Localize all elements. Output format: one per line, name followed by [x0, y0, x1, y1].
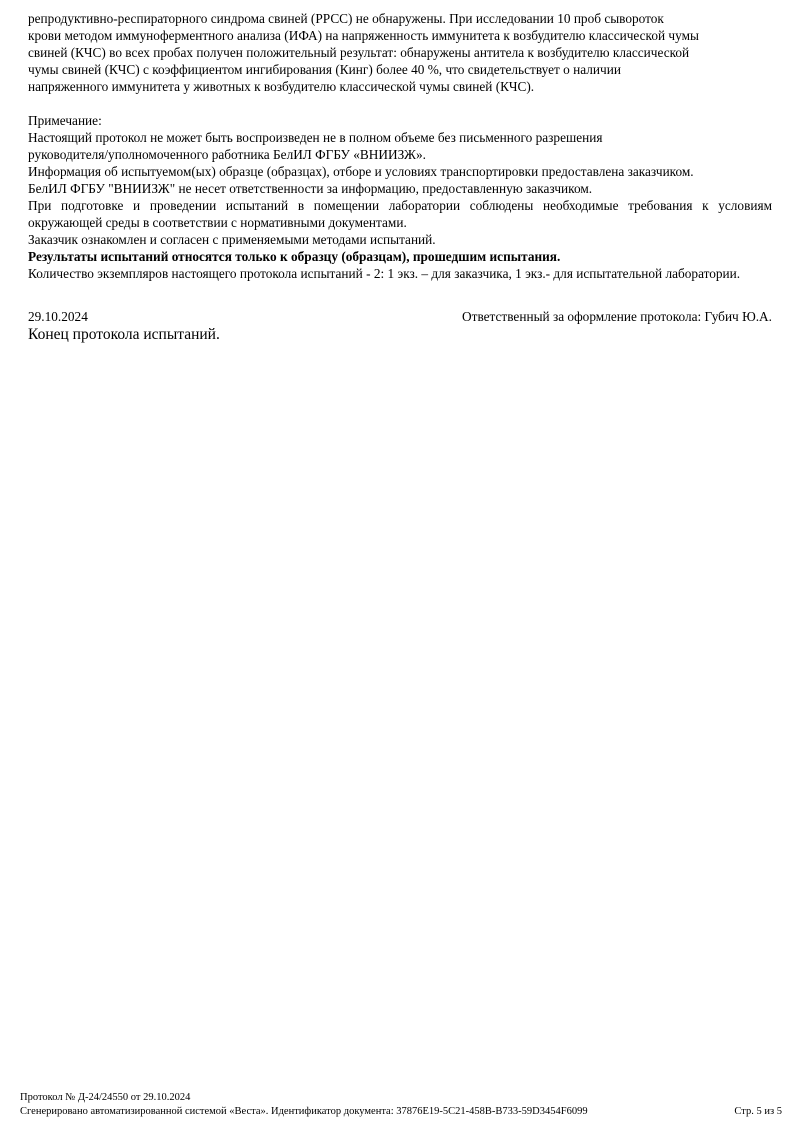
paragraph-line: свиней (КЧС) во всех пробах получен положительный результат: обнаружены антитела к возбудителю классической: [28, 45, 690, 60]
note-line: Информация об испытуемом(ых) образце (образцах), отборе и условиях транспортировки предоставлена заказчиком.: [28, 164, 694, 179]
footer-protocol-number: Протокол № Д-24/24550 от 29.10.2024: [20, 1092, 191, 1103]
paragraph-line: крови методом иммуноферментного анализа (ИФА) на напряженность иммунитета к возбудителю классической чумы: [28, 28, 699, 43]
note-line: руководителя/уполномоченного работника БелИЛ ФГБУ «ВНИИЗЖ».: [28, 147, 426, 162]
footer-row: [20, 1105, 782, 1119]
signature-row: [28, 308, 772, 325]
results-paragraph: [28, 10, 772, 95]
note-line: Настоящий протокол не может быть воспроизведен не в полном объеме без письменного разрешения: [28, 130, 603, 145]
paragraph-line: напряженного иммунитета у животных к возбудителю классической чумы свиней (КЧС).: [28, 79, 535, 94]
end-of-protocol: Конец протокола испытаний.: [28, 326, 220, 343]
footer-page-number: Стр. 5 из 5: [734, 1106, 782, 1117]
note-copies: Количество экземпляров настоящего протокола испытаний - 2: 1 экз. – для заказчика, 1 экз.- для испытательной лаборатории.: [28, 266, 741, 281]
signature-date: 29.10.2024: [28, 309, 88, 324]
page-footer: [20, 1091, 782, 1119]
note-acquainted: Заказчик ознакомлен и согласен с применяемыми методами испытаний.: [28, 232, 436, 247]
note-line: БелИЛ ФГБУ "ВНИИЗЖ" не несет ответственности за информацию, предоставленную заказчиком.: [28, 181, 593, 196]
paragraph-line: репродуктивно-респираторного синдрома свиней (РРСС) не обнаружены. При исследовании 10 проб сывороток: [28, 11, 664, 26]
note-conditions: При подготовке и проведении испытаний в помещении лаборатории соблюдены необходимые требования к условиям окружающей среды в соответствии с нормативными документами.: [28, 198, 772, 230]
note-results-disclaimer: Результаты испытаний относятся только к образцу (образцам), прошедшим испытания.: [28, 249, 561, 264]
signature-responsible: Ответственный за оформление протокола: Губич Ю.А.: [462, 309, 772, 324]
document-content: [28, 10, 772, 345]
paragraph-line: чумы свиней (КЧС) с коэффициентом ингибирования (Кинг) более 40 %, что свидетельствует о наличии: [28, 62, 621, 77]
footer-generated-info: Сгенерировано автоматизированной системой «Веста». Идентификатор документа: 37876E19-5C21-458B-B733-59D3454F6099: [20, 1106, 588, 1117]
notes-heading: Примечание:: [28, 113, 102, 128]
notes-section: [28, 112, 772, 282]
